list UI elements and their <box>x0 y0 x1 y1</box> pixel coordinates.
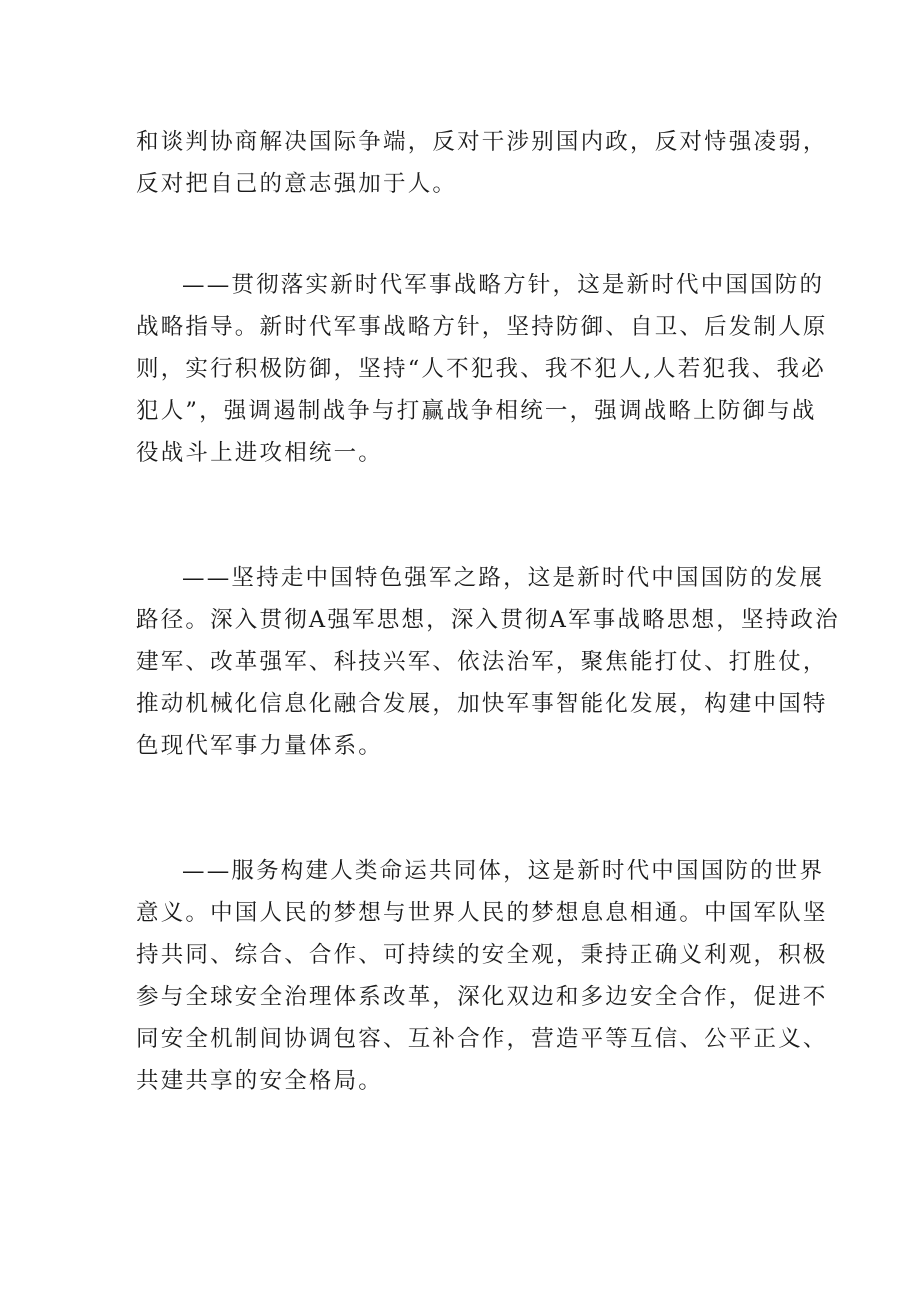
text-line: 反对把自己的意志强加于人。 <box>136 171 458 197</box>
text-line: ——服务构建人类命运共同体，这是新时代中国国防的世界 <box>182 858 825 884</box>
text-line: 犯人”，强调遏制战争与打赢战争相统一，强调战略上防御与战 <box>136 398 817 424</box>
text-line: 共建共享的安全格局。 <box>136 1068 384 1094</box>
text-line: ——贯彻落实新时代军事战略方针，这是新时代中国国防的 <box>182 272 825 298</box>
text-line: 参与全球安全治理体系改革，深化双边和多边安全合作，促进不 <box>136 984 828 1010</box>
text-line: 建军、改革强军、科技兴军、依法治军，聚焦能打仗、打胜仗， <box>136 649 828 675</box>
paragraph-shared-future <box>136 850 828 1102</box>
text-line: ——坚持走中国特色强军之路，这是新时代中国国防的发展 <box>182 565 825 591</box>
paragraph-military-strategy <box>136 264 828 474</box>
text-line: 路径。深入贯彻A强军思想，深入贯彻A军事战略思想，坚持政治 <box>136 607 840 633</box>
text-line: 役战斗上进攻相统一。 <box>136 440 384 466</box>
text-line: 战略指导。新时代军事战略方针，坚持防御、自卫、后发制人原 <box>136 314 828 340</box>
paragraph-strong-military-path <box>136 557 840 767</box>
text-line: 意义。中国人民的梦想与世界人民的梦想息息相通。中国军队坚 <box>136 900 828 926</box>
text-line: 推动机械化信息化融合发展，加快军事智能化发展，构建中国特 <box>136 691 828 717</box>
text-line: 则，实行积极防御，坚持“人不犯我、我不犯人,人若犯我、我必 <box>136 356 826 382</box>
text-line: 持共同、综合、合作、可持续的安全观，秉持正确义利观，积极 <box>136 942 828 968</box>
text-line: 和谈判协商解决国际争端，反对干涉别国内政，反对恃强凌弱， <box>136 129 828 155</box>
paragraph-international-disputes <box>136 121 828 205</box>
text-line: 同安全机制间协调包容、互补合作，营造平等互信、公平正义、 <box>136 1026 828 1052</box>
text-line: 色现代军事力量体系。 <box>136 733 384 759</box>
